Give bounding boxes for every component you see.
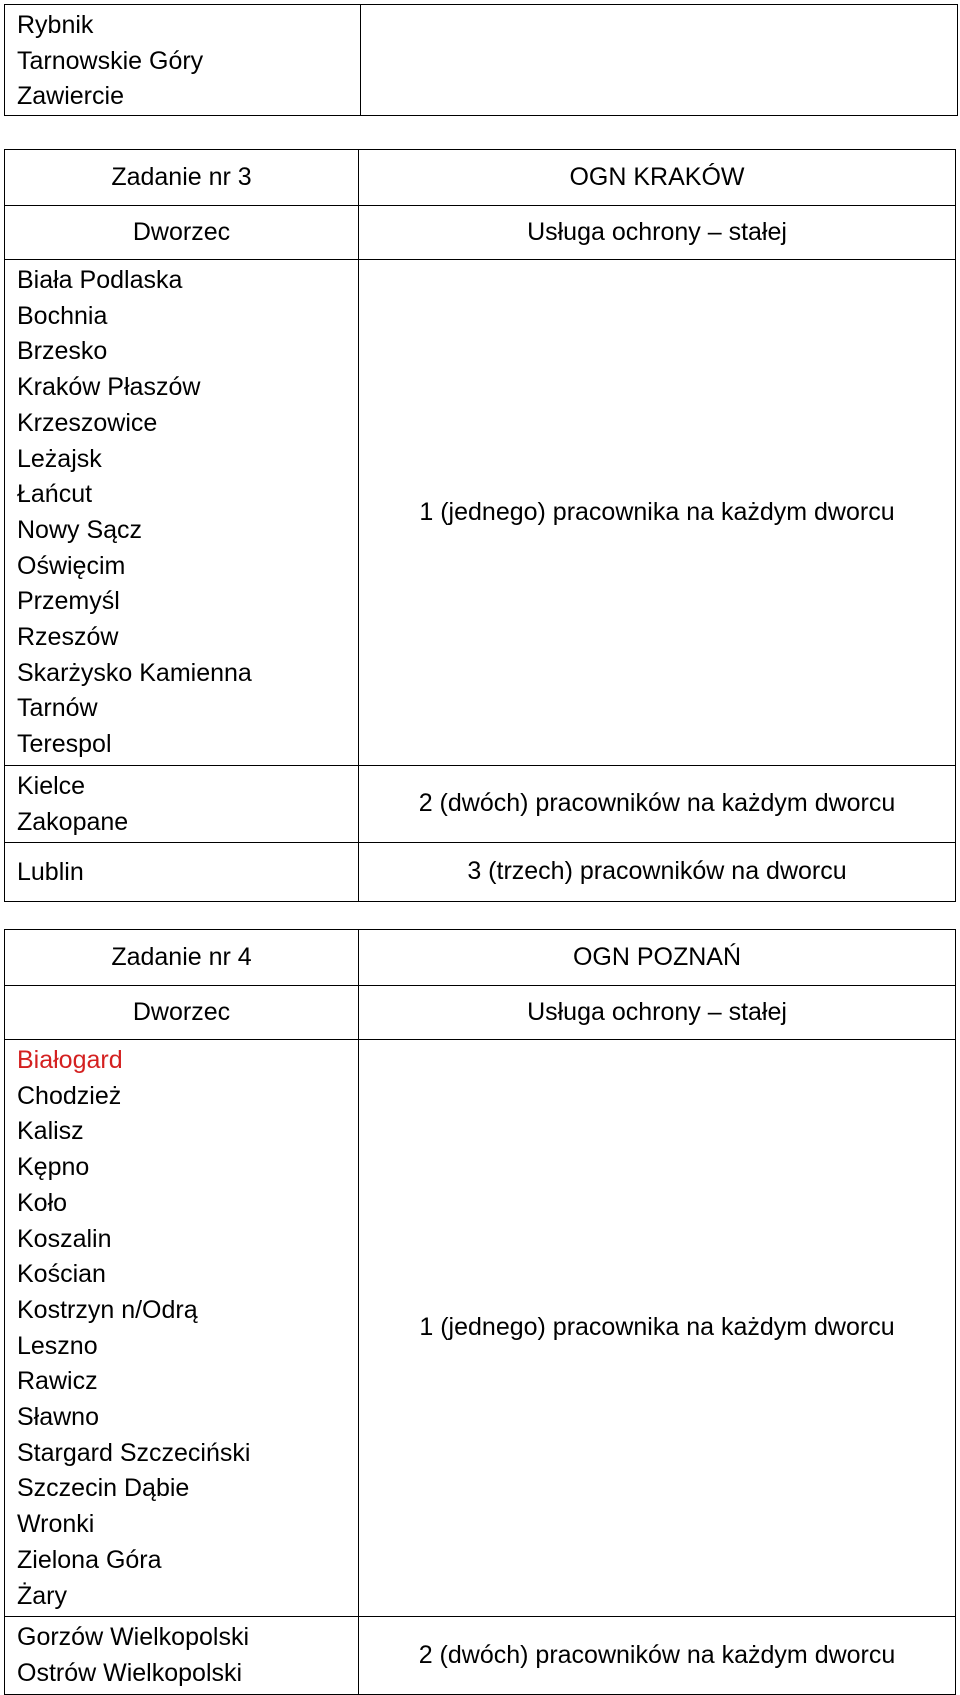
- station-name: Gorzów Wielkopolski: [17, 1623, 250, 1652]
- column-header-station: Dworzec: [5, 986, 359, 1040]
- station-list-cell: [5, 1040, 359, 1617]
- task-title: Zadanie nr 3: [5, 150, 359, 206]
- station-name: Brzesko: [17, 337, 108, 366]
- station-name: Leszno: [17, 1331, 98, 1360]
- station-list-cell: [5, 843, 359, 902]
- station-list-cell: [5, 5, 361, 116]
- station-name: Biała Podlaska: [17, 266, 183, 294]
- station-name: Kostrzyn n/Odrą: [17, 1295, 198, 1324]
- station-name: Ostrów Wielkopolski: [17, 1658, 243, 1687]
- station-group-row: [5, 1040, 956, 1617]
- station-name: Kielce: [17, 771, 86, 800]
- station-name: Zawiercie: [17, 82, 124, 111]
- previous-task-table-continuation: [4, 4, 958, 116]
- station-name: Stargard Szczeciński: [17, 1438, 251, 1467]
- station-name: Rawicz: [17, 1367, 98, 1396]
- staffing-text: 2 (dwóch) pracowników na każdym dworcu: [359, 765, 956, 842]
- station-name: Łańcut: [17, 480, 93, 509]
- station-name: Tarnowskie Góry: [17, 46, 204, 75]
- station-name: Sławno: [17, 1403, 99, 1432]
- station-name: Szczecin Dąbie: [17, 1474, 190, 1503]
- station-name: Chodzież: [17, 1081, 122, 1110]
- station-name: Nowy Sącz: [17, 515, 143, 544]
- station-group-row: [5, 843, 956, 902]
- station-list-cell: [5, 260, 359, 766]
- station-name: Koszalin: [17, 1224, 112, 1253]
- station-name: Kępno: [17, 1153, 90, 1182]
- column-header-service: Usługa ochrony – stałej: [359, 986, 956, 1040]
- station-name: Kalisz: [17, 1117, 84, 1146]
- station-name: Krzeszowice: [17, 408, 158, 437]
- staffing-text: 2 (dwóch) pracowników na każdym dworcu: [359, 1617, 956, 1694]
- station-name: Oświęcim: [17, 551, 126, 580]
- station-name: Skarżysko Kamienna: [17, 658, 252, 687]
- station-name: Bochnia: [17, 301, 108, 330]
- station-group-row: [5, 765, 956, 842]
- station-name: Koło: [17, 1188, 68, 1217]
- station-name: Terespol: [17, 730, 112, 759]
- station-name: Zakopane: [17, 807, 129, 836]
- task-3-table: [4, 149, 956, 902]
- staffing-text: 3 (trzech) pracowników na dworcu: [359, 843, 956, 902]
- station-name: Lublin: [17, 857, 84, 886]
- region-name: OGN POZNAŃ: [359, 930, 956, 986]
- column-header-station: Dworzec: [5, 206, 359, 260]
- station-name-highlighted: Białogard: [17, 1046, 123, 1074]
- task-title: Zadanie nr 4: [5, 930, 359, 986]
- staffing-cell-empty: [361, 5, 958, 116]
- column-header-service: Usługa ochrony – stałej: [359, 206, 956, 260]
- station-name: Wronki: [17, 1510, 95, 1539]
- station-name: Zielona Góra: [17, 1545, 162, 1574]
- station-name: Rzeszów: [17, 623, 119, 652]
- station-list-cell: [5, 1617, 359, 1694]
- station-name: Tarnów: [17, 694, 98, 723]
- staffing-text: 1 (jednego) pracownika na każdym dworcu: [359, 260, 956, 766]
- station-name: Żary: [17, 1581, 67, 1610]
- station-name: Kraków Płaszów: [17, 373, 201, 402]
- region-name: OGN KRAKÓW: [359, 150, 956, 206]
- station-name: Kościan: [17, 1260, 106, 1289]
- station-name: Leżajsk: [17, 444, 102, 473]
- station-group-row: [5, 1617, 956, 1694]
- station-group-row: [5, 260, 956, 766]
- staffing-text: 1 (jednego) pracownika na każdym dworcu: [359, 1040, 956, 1617]
- task-4-table: [4, 929, 956, 1695]
- station-list-cell: [5, 765, 359, 842]
- station-name: Przemyśl: [17, 587, 120, 616]
- station-name: Rybnik: [17, 11, 94, 39]
